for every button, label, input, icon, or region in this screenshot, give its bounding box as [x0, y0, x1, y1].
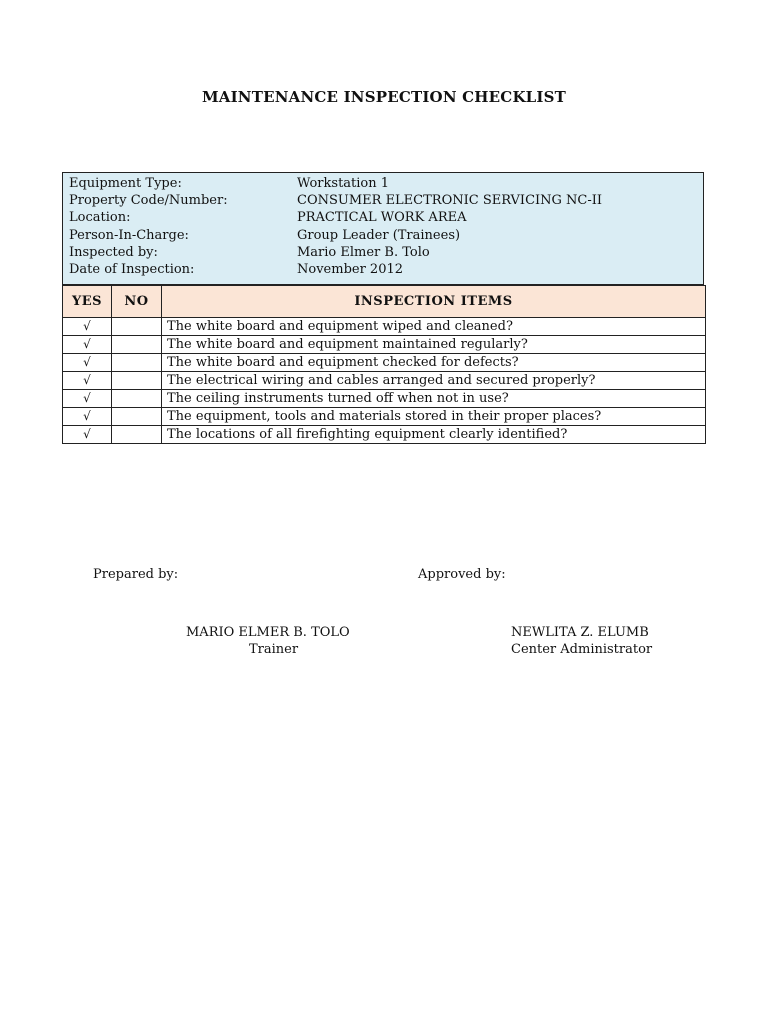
info-value: CONSUMER ELECTRONIC SERVICING NC-II [297, 193, 603, 209]
table-row [63, 336, 706, 354]
no-check-cell [112, 408, 162, 426]
inspection-item: The electrical wiring and cables arranged and secured properly? [162, 372, 706, 390]
table-row [63, 318, 706, 336]
info-row-person-in-charge [69, 227, 703, 244]
approver-name: NEWLITA Z. ELUMB [511, 625, 649, 640]
yes-check-cell: √ [63, 390, 112, 408]
inspection-table [62, 285, 706, 444]
info-row-date-of-inspection [69, 261, 703, 278]
preparer-name: MARIO ELMER B. TOLO [186, 625, 350, 640]
yes-check-cell: √ [63, 372, 112, 390]
info-value: Mario Elmer B. Tolo [297, 244, 430, 260]
equipment-info-box [62, 172, 704, 285]
table-row [63, 390, 706, 408]
yes-check-cell: √ [63, 336, 112, 354]
approved-by-label: Approved by: [418, 567, 506, 582]
prepared-by-label: Prepared by: [93, 567, 179, 582]
table-header-row [63, 286, 706, 318]
header-yes: YES [63, 286, 112, 318]
no-check-cell [112, 426, 162, 444]
approver-title: Center Administrator [511, 642, 653, 657]
info-row-inspected-by [69, 244, 703, 261]
no-check-cell [112, 318, 162, 336]
table-row [63, 372, 706, 390]
info-label: Location: [69, 210, 131, 226]
info-label: Equipment Type: [69, 176, 182, 191]
preparer-title: Trainer [249, 642, 299, 657]
yes-check-cell: √ [63, 408, 112, 426]
info-value: PRACTICAL WORK AREA [297, 210, 467, 226]
inspection-item: The equipment, tools and materials stored in their proper places? [162, 408, 706, 426]
header-no: NO [112, 286, 162, 318]
info-row-property-code [69, 192, 703, 209]
table-row [63, 426, 706, 444]
info-label: Property Code/Number: [69, 193, 228, 209]
info-row-location [69, 209, 703, 226]
inspection-item: The ceiling instruments turned off when not in use? [162, 390, 706, 408]
yes-check-cell: √ [63, 318, 112, 336]
no-check-cell [112, 354, 162, 372]
yes-check-cell: √ [63, 426, 112, 444]
yes-check-cell: √ [63, 354, 112, 372]
no-check-cell [112, 336, 162, 354]
info-label: Person-In-Charge: [69, 227, 189, 243]
inspection-item: The white board and equipment maintained regularly? [162, 336, 706, 354]
inspection-item: The locations of all firefighting equipment clearly identified? [162, 426, 706, 444]
no-check-cell [112, 372, 162, 390]
info-value: Group Leader (Trainees) [297, 227, 461, 243]
no-check-cell [112, 390, 162, 408]
info-label: Inspected by: [69, 244, 158, 260]
info-row-equipment-type [69, 175, 703, 192]
table-row [63, 354, 706, 372]
info-label: Date of Inspection: [69, 261, 195, 277]
table-row [63, 408, 706, 426]
inspection-item: The white board and equipment checked for defects? [162, 354, 706, 372]
info-value: Workstation 1 [297, 176, 390, 191]
info-value: November 2012 [297, 261, 404, 277]
document-title: MAINTENANCE INSPECTION CHECKLIST [201, 88, 567, 106]
inspection-item: The white board and equipment wiped and cleaned? [162, 318, 706, 336]
header-inspection-items: INSPECTION ITEMS [162, 286, 706, 318]
